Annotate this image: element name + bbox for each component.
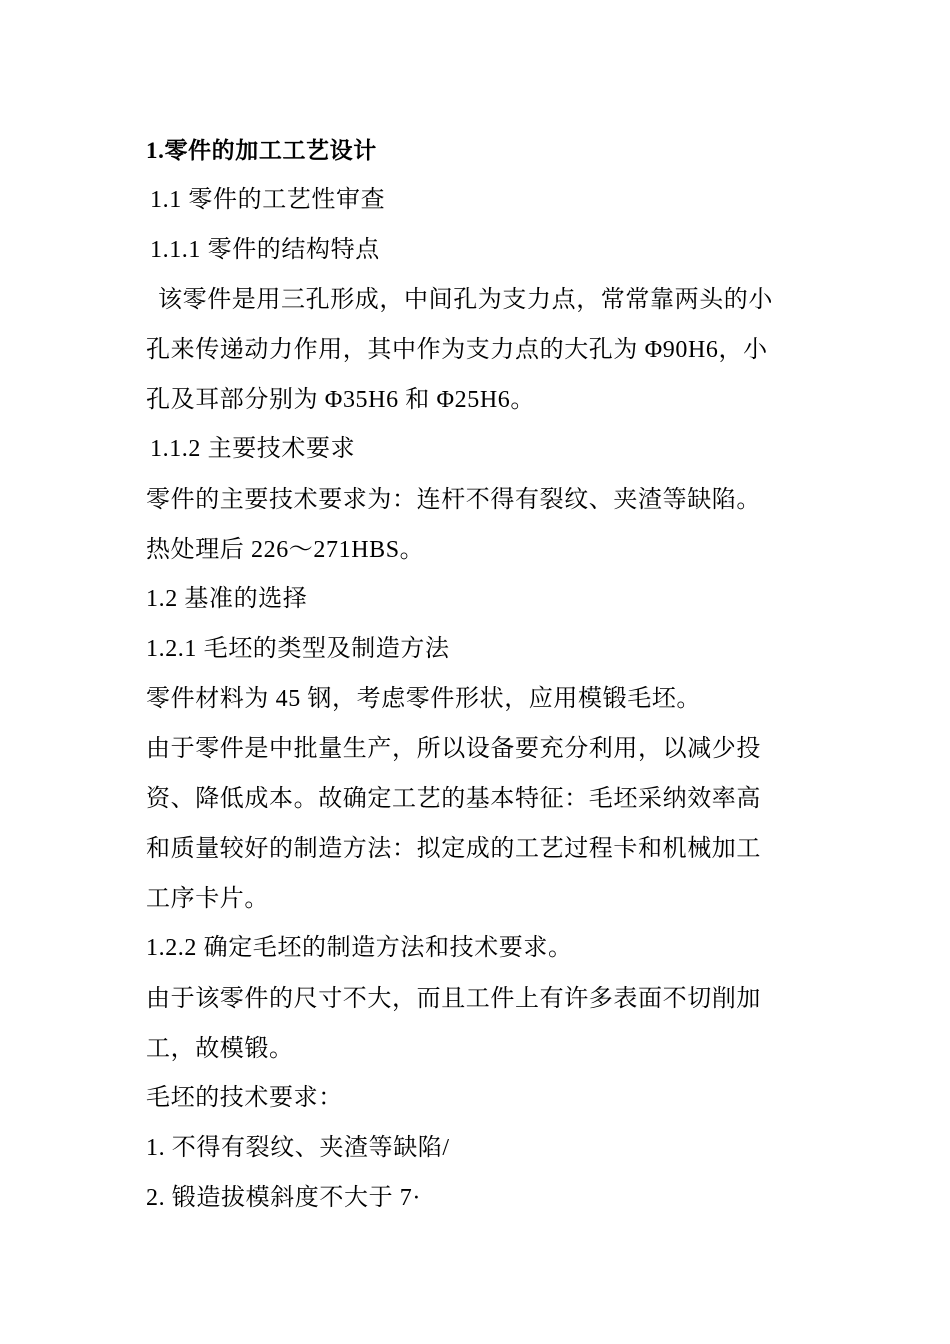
paragraph-line: 该零件是用三孔形成，中间孔为支力点，常常靠两头的小: [158, 287, 773, 313]
paragraph-line: 毛坯的技术要求：: [146, 1085, 343, 1111]
paragraph-line: 孔来传递动力作用，其中作为支力点的大孔为 Φ90H6，小: [146, 337, 768, 363]
paragraph-line: 由于零件是中批量生产，所以设备要充分利用，以减少投: [146, 736, 761, 762]
paragraph-line: 热处理后 226～271HBS。: [146, 537, 425, 563]
paragraph-line: 资、降低成本。故确定工艺的基本特征：毛坯采纳效率高: [146, 786, 761, 812]
section-heading-1-2-2: 1.2.2 确定毛坯的制造方法和技术要求。: [146, 935, 573, 961]
paragraph-line: 工序卡片。: [146, 886, 269, 912]
list-item: 2. 锻造拔模斜度不大于 7·: [146, 1185, 421, 1211]
paragraph-line: 孔及耳部分别为 Φ35H6 和 Φ25H6。: [146, 387, 535, 413]
section-heading-1-1: 1.1 零件的工艺性审查: [150, 187, 386, 213]
section-heading-1-2-1: 1.2.1 毛坯的类型及制造方法: [146, 636, 450, 662]
paragraph-line: 和质量较好的制造方法：拟定成的工艺过程卡和机械加工: [146, 836, 761, 862]
paragraph-line: 由于该零件的尺寸不大，而且工件上有许多表面不切削加: [146, 986, 761, 1012]
section-heading-1-2: 1.2 基准的选择: [146, 586, 308, 612]
paragraph-line: 工，故模锻。: [146, 1036, 294, 1062]
section-heading-1-1-1: 1.1.1 零件的结构特点: [150, 237, 380, 263]
section-heading-1-1-2: 1.1.2 主要技术要求: [150, 436, 356, 462]
paragraph-line: 零件的主要技术要求为：连杆不得有裂纹、夹渣等缺陷。: [146, 487, 761, 513]
document-title: 1.零件的加工工艺设计: [146, 138, 377, 163]
paragraph-line: 零件材料为 45 钢，考虑零件形状，应用模锻毛坯。: [146, 686, 701, 712]
list-item: 1. 不得有裂纹、夹渣等缺陷/: [146, 1135, 450, 1161]
